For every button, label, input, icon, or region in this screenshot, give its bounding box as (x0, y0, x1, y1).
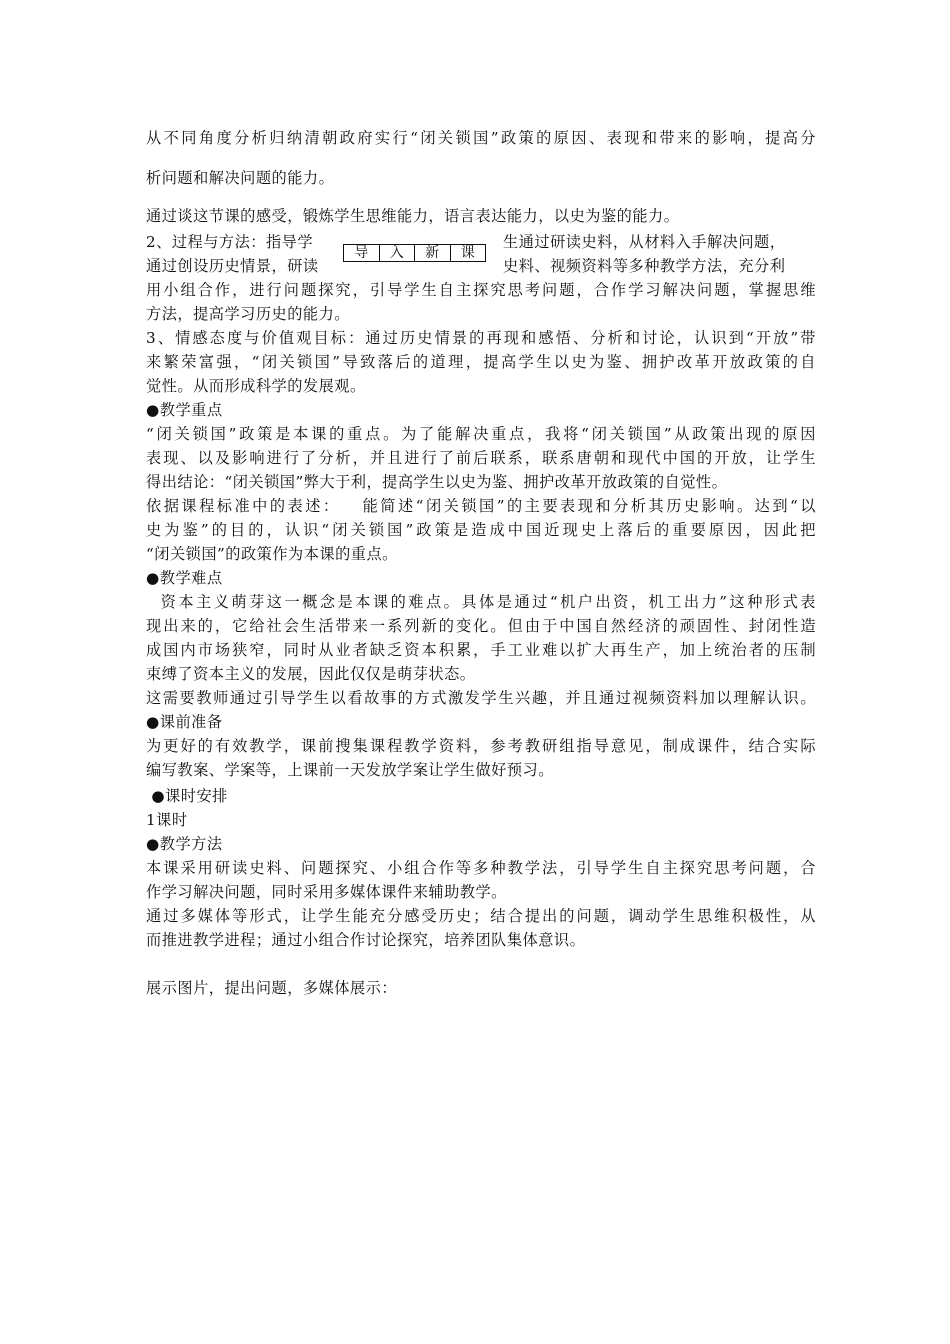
section-heading: ●教学方法 (146, 835, 223, 853)
process-line-right: 生通过研读史料，从材料入手解决问题， (503, 233, 786, 251)
paragraph-line: 得出结论：“闭关锁国”弊大于利，提高学生以史为鉴、拥护改革开放政策的自觉性。 (146, 473, 728, 491)
section-heading: ●教学难点 (146, 569, 223, 587)
emotion-line: 来繁荣富强，“闭关锁国”导致落后的道理，提高学生以史为鉴、拥护改革开放政策的自 (146, 353, 816, 371)
objective-line: 通过谈这节课的感受，锻炼学生思维能力，语言表达能力，以史为鉴的能力。 (146, 207, 680, 225)
process-line-left: 通过创设历史情景，研读 (146, 257, 319, 275)
paragraph-line: “闭关锁国”的政策作为本课的重点。 (146, 545, 398, 563)
paragraph-line: 这需要教师通过引导学生以看故事的方式激发学生兴趣，并且通过视频资料加以理解认识。 (146, 689, 816, 707)
paragraph-line: 通过多媒体等形式，让学生能充分感受历史；结合提出的问题，调动学生思维积极性，从 (146, 907, 816, 925)
objective-line: 从不同角度分析归纳清朝政府实行“闭关锁国”政策的原因、表现和带来的影响，提高分 (146, 129, 816, 147)
section-heading: ●教学重点 (146, 401, 223, 419)
section-heading: ●课前准备 (146, 713, 223, 731)
paragraph-line: 作学习解决问题，同时采用多媒体课件来辅助教学。 (146, 883, 507, 901)
process-line: 方法，提高学习历史的能力。 (146, 305, 350, 323)
paragraph-line: 为更好的有效教学，课前搜集课程教学资料，参考教研组指导意见，制成课件，结合实际 (146, 737, 816, 755)
intro-box-cell: 导 (344, 245, 380, 261)
paragraph-line: 依据课程标准中的表述： 能简述“闭关锁国”的主要表现和分析其历史影响。达到“以 (146, 497, 816, 515)
process-line-left: 2、过程与方法：指导学 (146, 233, 314, 251)
paragraph-line: 而推进教学进程；通过小组合作讨论探究，培养团队集体意识。 (146, 931, 586, 949)
paragraph-line: 成国内市场狭窄，同时从业者缺乏资本积累，手工业难以扩大再生产，加上统治者的压制 (146, 641, 816, 659)
paragraph-line: 束缚了资本主义的发展，因此仅仅是萌芽状态。 (146, 665, 476, 683)
emotion-line: 3、情感态度与价值观目标：通过历史情景的再现和感悟、分析和讨论，认识到“开放”带 (146, 329, 816, 347)
intro-box (343, 244, 486, 262)
paragraph-line: 现出来的，它给社会生活带来一系列新的变化。但由于中国自然经济的顽固性、封闭性造 (146, 617, 816, 635)
process-line: 用小组合作，进行问题探究，引导学生自主探究思考问题，合作学习解决问题，掌握思维 (146, 281, 816, 299)
intro-box-cell: 课 (460, 245, 475, 261)
intro-box-cell: 新 (415, 245, 451, 261)
paragraph-line: 史为鉴”的目的，认识“闭关锁国”政策是造成中国近现史上落后的重要原因，因此把 (146, 521, 816, 539)
paragraph-line: 编写教案、学案等，上课前一天发放学案让学生做好预习。 (146, 761, 554, 779)
paragraph-line: 资本主义萌芽这一概念是本课的难点。具体是通过“机户出资，机工出力”这种形式表 (146, 593, 816, 611)
closing-line: 展示图片，提出问题，多媒体展示： (146, 979, 397, 997)
objective-line: 析问题和解决问题的能力。 (146, 169, 335, 187)
process-line-right: 史料、视频资料等多种教学方法，充分利 (503, 257, 786, 275)
paragraph-line: 本课采用研读史料、问题探究、小组合作等多种教学法，引导学生自主探究思考问题，合 (146, 859, 816, 877)
paragraph-line: 1课时 (146, 811, 188, 829)
paragraph-line: “闭关锁国”政策是本课的重点。为了能解决重点，我将“闭关锁国”从政策出现的原因 (146, 425, 816, 443)
section-heading: ●课时安排 (146, 787, 228, 805)
emotion-line: 觉性。从而形成科学的发展观。 (146, 377, 366, 395)
paragraph-line: 表现、以及影响进行了分析，并且进行了前后联系，联系唐朝和现代中国的开放，让学生 (146, 449, 816, 467)
intro-box-cell: 入 (380, 245, 416, 261)
